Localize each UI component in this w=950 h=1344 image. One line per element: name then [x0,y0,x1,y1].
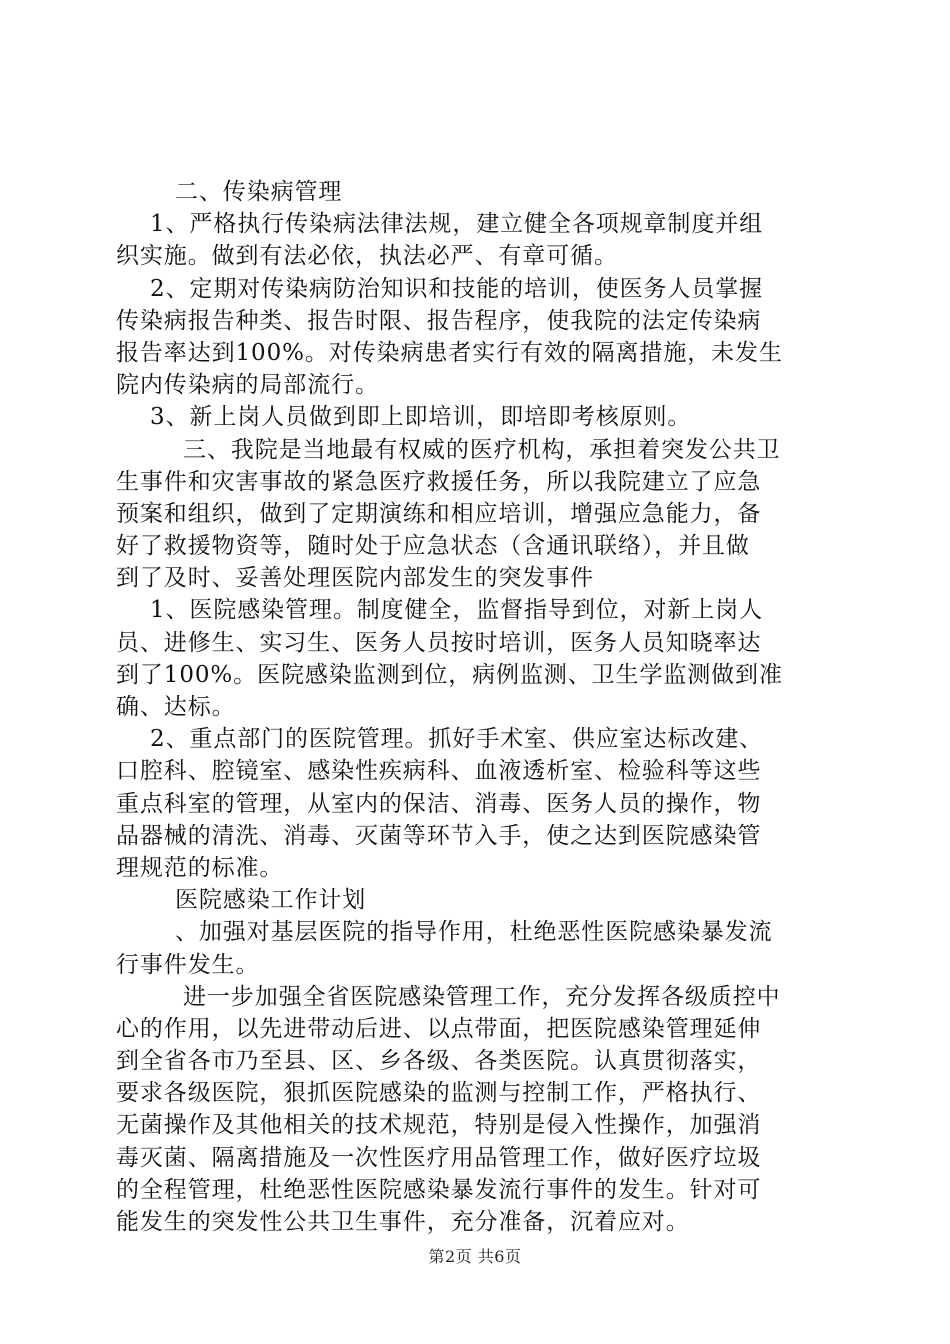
paragraph-line: 1、医院感染管理。制度健全，监督指导到位，对新上岗人 [150,597,764,624]
section-heading: 三、我院是当地最有权威的医疗机构，承担着突发公共卫 [183,436,781,463]
paragraph-line: 理规范的标准。 [116,854,284,881]
page-number: 第2页 共6页 [428,1247,522,1266]
paragraph-line: 生事件和灾害事故的紧急医疗救援任务，所以我院建立了应急 [116,468,762,495]
paragraph-line: 无菌操作及其他相关的技术规范，特别是侵入性操作，加强消 [116,1112,762,1139]
paragraph-line: 2、重点部门的医院管理。抓好手术室、供应室达标改建、 [150,726,764,753]
paragraph-line: 到了及时、妥善处理医院内部发生的突发事件 [116,565,594,592]
section-heading: 二、传染病管理 [175,179,343,205]
paragraph-line: 3、新上岗人员做到即上即培训，即培即考核原则。 [150,404,692,431]
paragraph-line: 传染病报告种类、报告时限、报告程序，使我院的法定传染病 [116,307,762,334]
paragraph-line: 心的作用，以先进带动后进、以点带面，把医院感染管理延伸 [116,1015,762,1042]
paragraph-line: 预案和组织，做到了定期演练和相应培训，增强应急能力，备 [116,500,762,527]
paragraph-line: 品器械的清洗、消毒、灭菌等环节入手，使之达到医院感染管 [116,822,762,849]
paragraph-line: 口腔科、腔镜室、感染性疾病科、血液透析室、检验科等这些 [116,758,762,785]
paragraph-line: 的全程管理，杜绝恶性医院感染暴发流行事件的发生。针对可 [116,1176,762,1203]
document-body [116,176,836,1238]
paragraph-line: 织实施。做到有法必依，执法必严、有章可循。 [116,243,618,270]
paragraph-line: 毒灭菌、隔离措施及一次性医疗用品管理工作，做好医疗垃圾 [116,1144,762,1171]
paragraph-line: 员、进修生、实习生、医务人员按时培训，医务人员知晓率达 [116,629,762,656]
paragraph-line: 2、定期对传染病防治知识和技能的培训，使医务人员掌握 [150,275,764,302]
paragraph-line: 进一步加强全省医院感染管理工作，充分发挥各级质控中 [183,983,781,1010]
paragraph-line: 报告率达到100%。对传染病患者实行有效的隔离措施，未发生 [116,339,783,366]
paragraph-line: 行事件发生。 [116,951,260,978]
paragraph-line: 要求各级医院，狠抓医院感染的监测与控制工作，严格执行、 [116,1080,762,1107]
paragraph-line: 1、严格执行传染病法律法规，建立健全各项规章制度并组 [150,211,764,238]
paragraph-line: 到全省各市乃至县、区、乡各级、各类医院。认真贯彻落实， [116,1048,762,1075]
paragraph-line: 确、达标。 [116,694,236,720]
paragraph-line: 重点科室的管理，从室内的保洁、消毒、医务人员的操作，物 [116,790,762,817]
paragraph-line: 到了100%。医院感染监测到位，病例监测、卫生学监测做到准 [116,661,783,688]
paragraph-line: 能发生的突发性公共卫生事件，充分准备，沉着应对。 [116,1209,690,1235]
paragraph-line: 、加强对基层医院的指导作用，杜绝恶性医院感染暴发流 [175,919,773,946]
paragraph-line: 好了救援物资等，随时处于应急状态（含通讯联络），并且做 [116,533,750,560]
paragraph-line: 院内传染病的局部流行。 [116,372,379,399]
section-heading: 医院感染工作计划 [175,887,367,914]
